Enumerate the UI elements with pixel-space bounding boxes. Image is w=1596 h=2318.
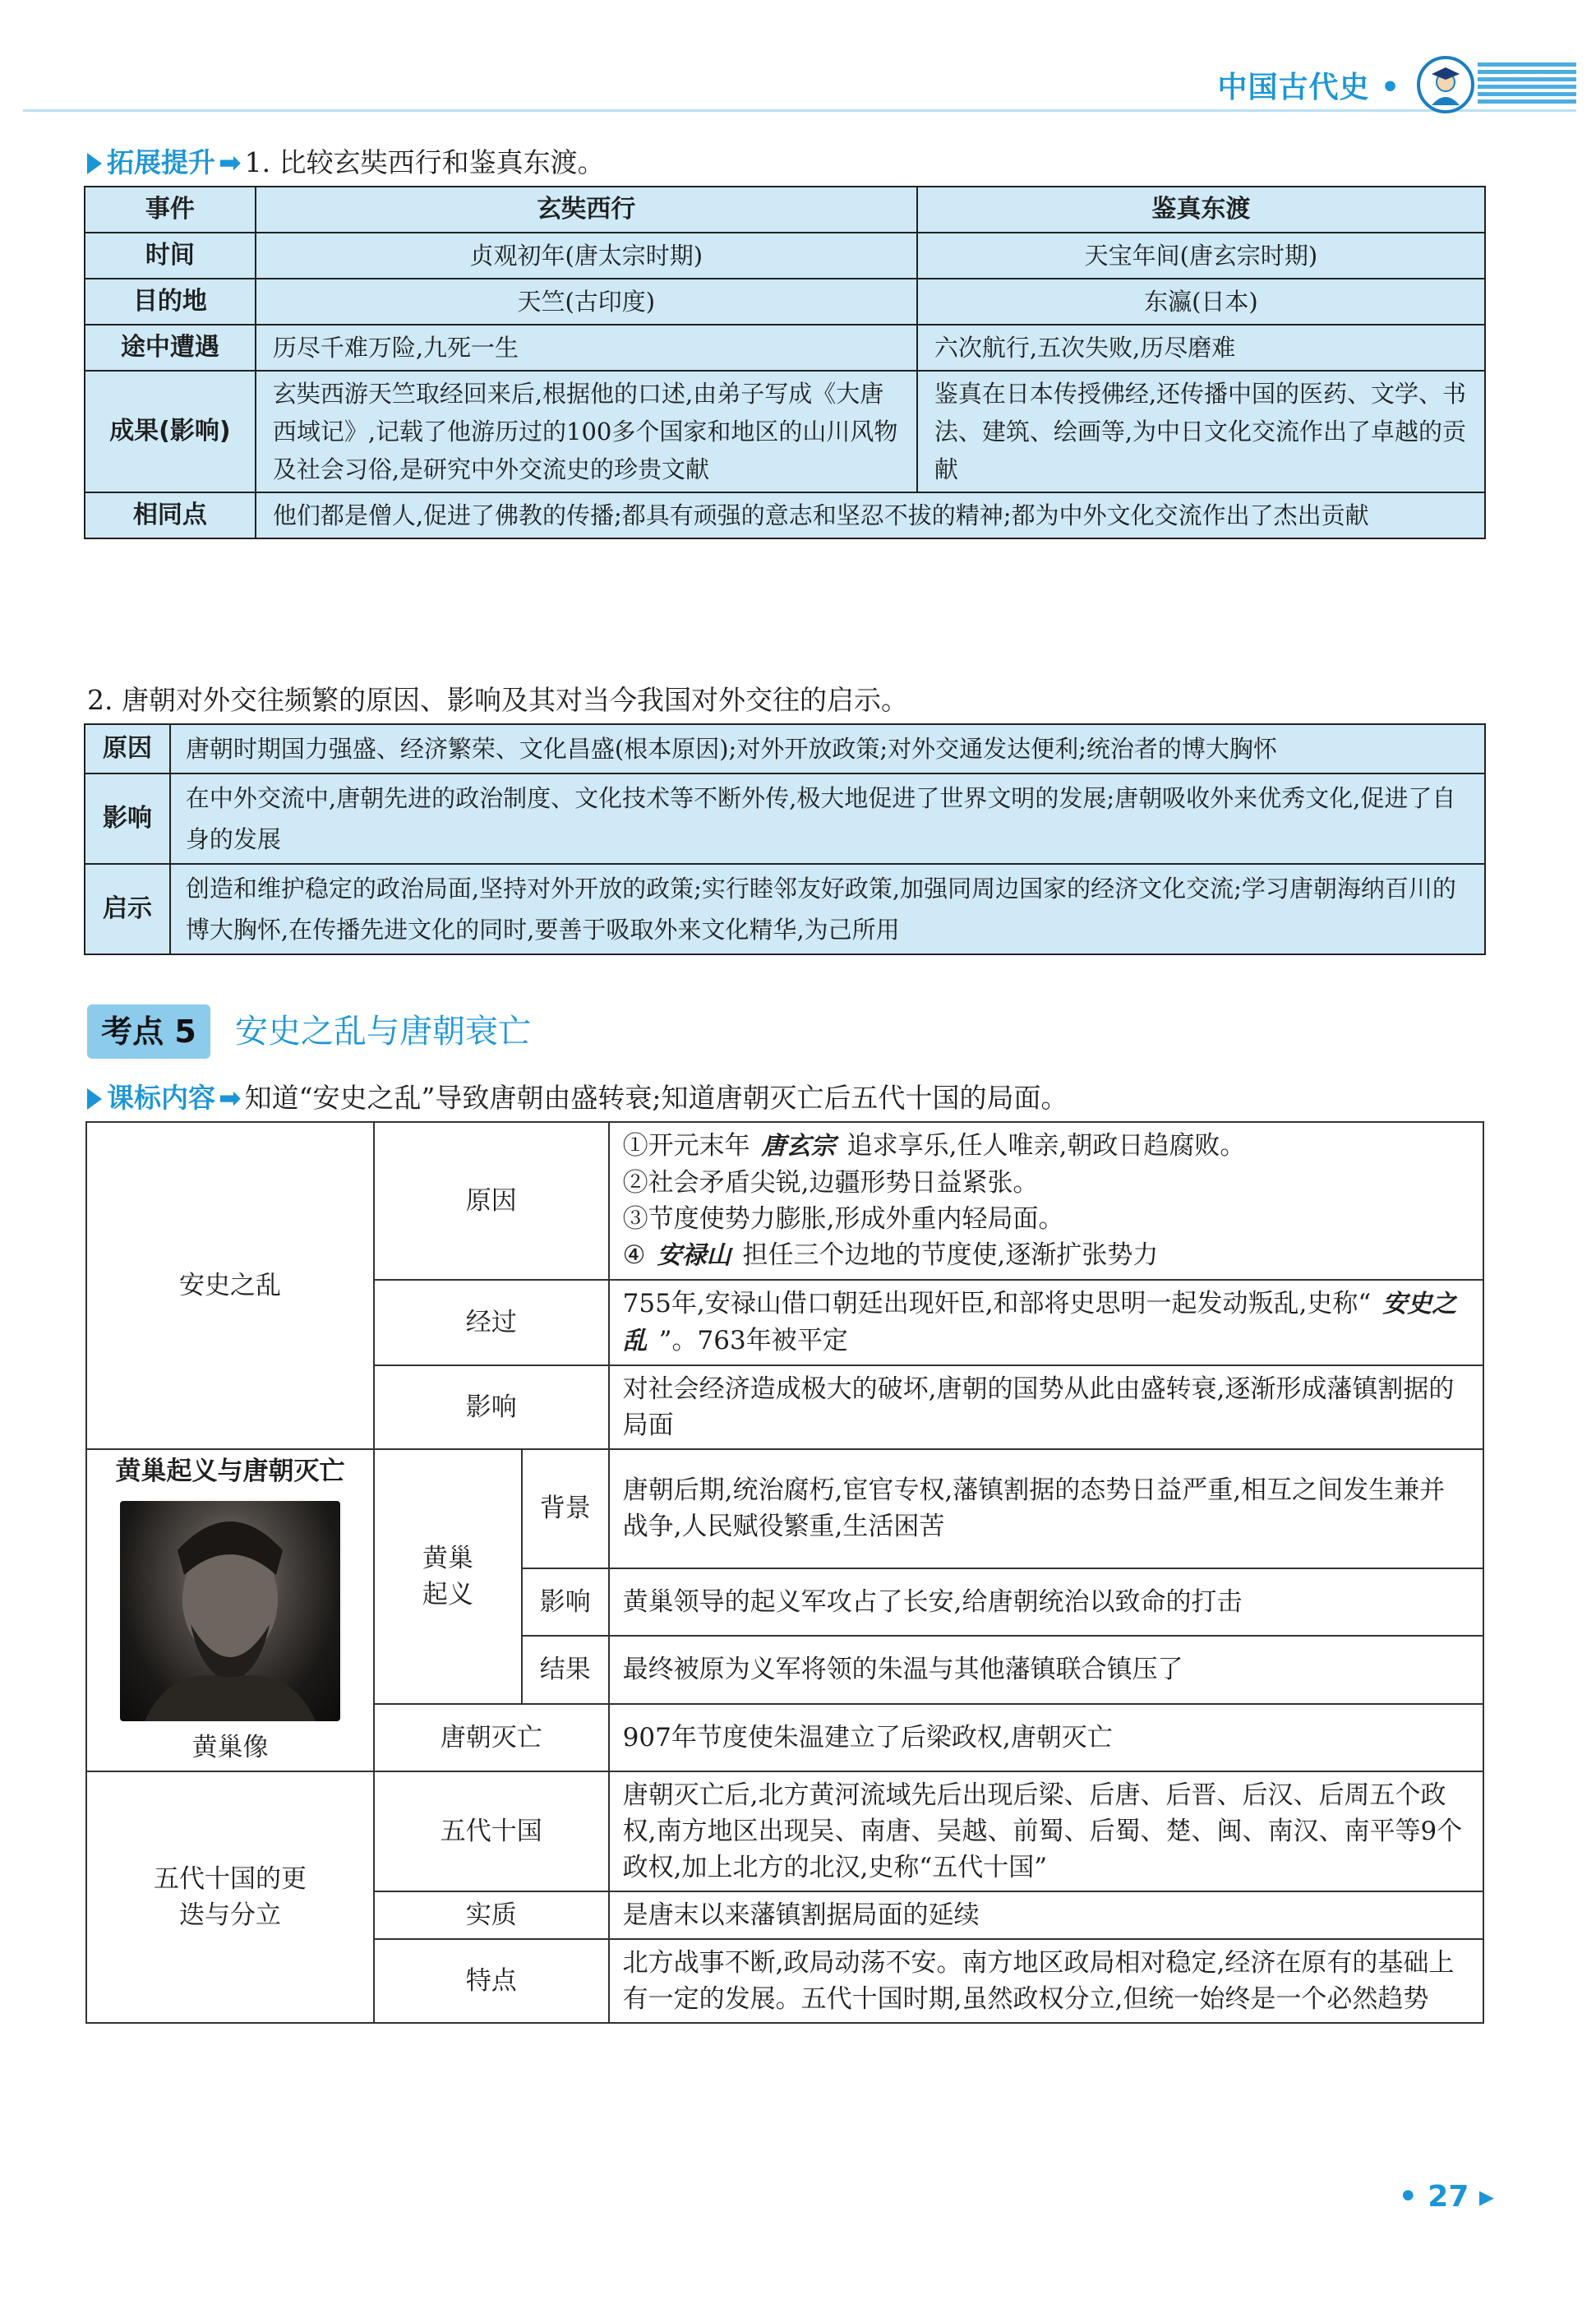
page-number: • 27 ▸ bbox=[1398, 2180, 1494, 2214]
huangchao-title: 黄巢起义与唐朝灭亡 bbox=[115, 1457, 345, 1486]
cause-text: ④ bbox=[622, 1240, 646, 1270]
table-row bbox=[85, 325, 1485, 371]
table-cell: 鉴真在日本传授佛经,还传播中国的医药、文学、书法、建筑、绘画等,为中日文化交流作出了卓越的贡献 bbox=[917, 371, 1485, 492]
huangchao-effect: 黄巢领导的起义军攻占了长安,给唐朝统治以致命的打击 bbox=[609, 1568, 1483, 1636]
table-cell: 天宝年间(唐玄宗时期) bbox=[917, 233, 1485, 279]
cause-text: 追求享乐,任人唯亲,朝政日趋腐败。 bbox=[846, 1131, 1246, 1161]
table-cell: 东瀛(日本) bbox=[917, 279, 1485, 325]
table-cell: 六次航行,五次失败,历尽磨难 bbox=[917, 325, 1485, 371]
process-text: 755年,安禄山借口朝廷出现奸臣,和部将史思明一起发动叛乱,史称“ bbox=[622, 1289, 1372, 1318]
arrow-icon: ➡ bbox=[219, 146, 242, 178]
huangchao-result: 最终被原为义军将领的朱温与其他藩镇联合镇压了 bbox=[609, 1636, 1483, 1703]
cause-3: ③节度使势力膨胀,形成外重内轻局面。 bbox=[622, 1204, 1064, 1234]
row-label: 途中遭遇 bbox=[85, 325, 256, 371]
extend-question-1: 1. 比较玄奘西行和鉴真东渡。 bbox=[244, 146, 605, 178]
wudai-essence: 是唐末以来藩镇割据局面的延续 bbox=[609, 1891, 1483, 1939]
kaodian-title: 安史之乱与唐朝衰亡 bbox=[235, 1013, 531, 1050]
filled-answer: 安禄山 bbox=[657, 1241, 731, 1270]
kaodian-badge: 考点 5 bbox=[87, 1004, 210, 1059]
table-cell: 他们都是僧人,促进了佛教的传播;都具有顽强的意志和坚忍不拔的精神;都为中外文化交流作出了杰出贡献 bbox=[256, 492, 1485, 538]
cause-1 bbox=[623, 1128, 1469, 1165]
row-label: 五代十国 bbox=[374, 1771, 609, 1891]
table-cell: 创造和维护稳定的政治局面,坚持对外开放的政策;实行睦邻友好政策,加强同周边国家的经济文化交流;学习唐朝海纳百川的博大胸怀,在传播先进文化的同时,要善于吸取外来文化精华,为己所用 bbox=[170, 864, 1485, 954]
header-title: 中国古代史 • bbox=[1217, 71, 1400, 104]
row-label: 时间 bbox=[85, 233, 256, 279]
table-cell: 天竺(古印度) bbox=[256, 279, 917, 325]
extend-question-2: 2. 唐朝对外交往频繁的原因、影响及其对当今我国对外交往的启示。 bbox=[87, 684, 908, 716]
table-cell: 历尽千难万险,九死一生 bbox=[256, 325, 917, 371]
anshi-title: 安史之乱 bbox=[86, 1122, 374, 1449]
extend-tag: 拓展提升 bbox=[107, 146, 215, 178]
arrow-icon: ➡ bbox=[219, 1082, 242, 1114]
header-cell: 事件 bbox=[85, 187, 256, 233]
table-row bbox=[85, 492, 1485, 538]
huangchao-background: 唐朝后期,统治腐朽,宦官专权,藩镇割据的态势日益严重,相互之间发生兼并战争,人民赋役繁重,生活困苦 bbox=[609, 1449, 1483, 1568]
uprising-label-text: 黄巢起义 bbox=[422, 1543, 473, 1609]
table-row bbox=[85, 773, 1485, 864]
table-row bbox=[85, 724, 1485, 773]
cause-text: 担任三个边地的节度使,逐渐扩张势力 bbox=[742, 1240, 1159, 1270]
cause-4 bbox=[623, 1237, 1469, 1274]
table-row bbox=[85, 371, 1485, 492]
extend-heading bbox=[87, 141, 605, 180]
standard-heading bbox=[87, 1077, 1068, 1115]
anshi-causes bbox=[609, 1122, 1483, 1280]
header-cell: 鉴真东渡 bbox=[917, 187, 1485, 233]
huangchao-portrait bbox=[120, 1501, 340, 1721]
row-label: 实质 bbox=[374, 1891, 609, 1939]
student-icon bbox=[1417, 56, 1474, 113]
table-row bbox=[86, 1771, 1483, 1891]
header-cell: 玄奘西行 bbox=[256, 187, 917, 233]
table-cell: 贞观初年(唐太宗时期) bbox=[256, 233, 917, 279]
row-label: 原因 bbox=[85, 724, 170, 773]
table-cell: 唐朝时期国力强盛、经济繁荣、文化昌盛(根本原因);对外开放政策;对外交通发达便利;统治者的博大胸怀 bbox=[170, 724, 1485, 773]
triangle-icon bbox=[87, 1088, 102, 1110]
row-label: 启示 bbox=[85, 864, 170, 954]
table-cell: 玄奘西游天竺取经回来后,根据他的口述,由弟子写成《大唐西域记》,记载了他游历过的100多个国家和地区的山川风物及社会习俗,是研究中外交流史的珍贵文献 bbox=[256, 371, 917, 492]
row-label: 影响 bbox=[374, 1365, 609, 1449]
comparison-table bbox=[84, 186, 1486, 539]
wudai-title bbox=[86, 1771, 374, 2023]
row-label: 背景 bbox=[522, 1449, 609, 1568]
main-table bbox=[85, 1121, 1484, 2024]
filled-answer: 唐玄宗 bbox=[761, 1132, 836, 1161]
huangchao-cell bbox=[86, 1449, 374, 1771]
table-cell: 在中外交流中,唐朝先进的政治制度、文化技术等不断外传,极大地促进了世界文明的发展;唐朝吸收外来优秀文化,促进了自身的发展 bbox=[170, 773, 1485, 864]
table-row bbox=[86, 1122, 1483, 1280]
anshi-impact: 对社会经济造成极大的破坏,唐朝的国势从此由盛转衰,逐渐形成藩镇割据的局面 bbox=[609, 1365, 1483, 1449]
table-row bbox=[85, 233, 1485, 279]
process-text: ”。763年被平定 bbox=[658, 1326, 848, 1355]
wudai-text: 唐朝灭亡后,北方黄河流域先后出现后梁、后唐、后晋、后汉、后周五个政权,南方地区出现吴、南唐、吴越、前蜀、后蜀、楚、闽、南汉、南平等9个政权,加上北方的北汉,史称“五代十国” bbox=[609, 1771, 1483, 1891]
row-label: 唐朝灭亡 bbox=[374, 1704, 609, 1771]
row-label: 结果 bbox=[522, 1636, 609, 1703]
tang-fall: 907年节度使朱温建立了后梁政权,唐朝灭亡 bbox=[609, 1704, 1483, 1771]
row-label: 影响 bbox=[85, 773, 170, 864]
row-label: 特点 bbox=[374, 1939, 609, 2023]
row-label: 经过 bbox=[374, 1280, 609, 1365]
row-label: 成果(影响) bbox=[85, 371, 256, 492]
cause-text: ①开元末年 bbox=[622, 1131, 750, 1161]
wudai-title-text: 五代十国的更迭与分立 bbox=[153, 1864, 307, 1930]
table-row bbox=[85, 864, 1485, 954]
reasons-table bbox=[84, 723, 1486, 955]
standard-tag: 课标内容 bbox=[107, 1082, 215, 1114]
cause-2: ②社会矛盾尖锐,边疆形势日益紧张。 bbox=[622, 1168, 1039, 1198]
wudai-feature: 北方战事不断,政局动荡不安。南方地区政局相对稳定,经济在原有的基础上有一定的发展。五代十国时期,虽然政权分立,但统一始终是一个必然趋势 bbox=[609, 1939, 1483, 2023]
row-label: 影响 bbox=[522, 1568, 609, 1636]
table-row bbox=[85, 187, 1485, 233]
header-stripes bbox=[1478, 62, 1576, 107]
anshi-process bbox=[609, 1280, 1483, 1365]
triangle-icon bbox=[87, 153, 102, 174]
uprising-label bbox=[374, 1449, 522, 1704]
table-row bbox=[86, 1449, 1483, 1568]
portrait-caption: 黄巢像 bbox=[191, 1733, 269, 1762]
header-rule bbox=[23, 109, 1576, 112]
row-label: 目的地 bbox=[85, 279, 256, 325]
filled-answer: 安史之乱 bbox=[622, 1290, 1457, 1355]
row-label: 相同点 bbox=[85, 492, 256, 538]
standard-text: 知道“安史之乱”导致唐朝由盛转衰;知道唐朝灭亡后五代十国的局面。 bbox=[244, 1082, 1068, 1114]
row-label: 原因 bbox=[374, 1122, 609, 1280]
table-row bbox=[85, 279, 1485, 325]
